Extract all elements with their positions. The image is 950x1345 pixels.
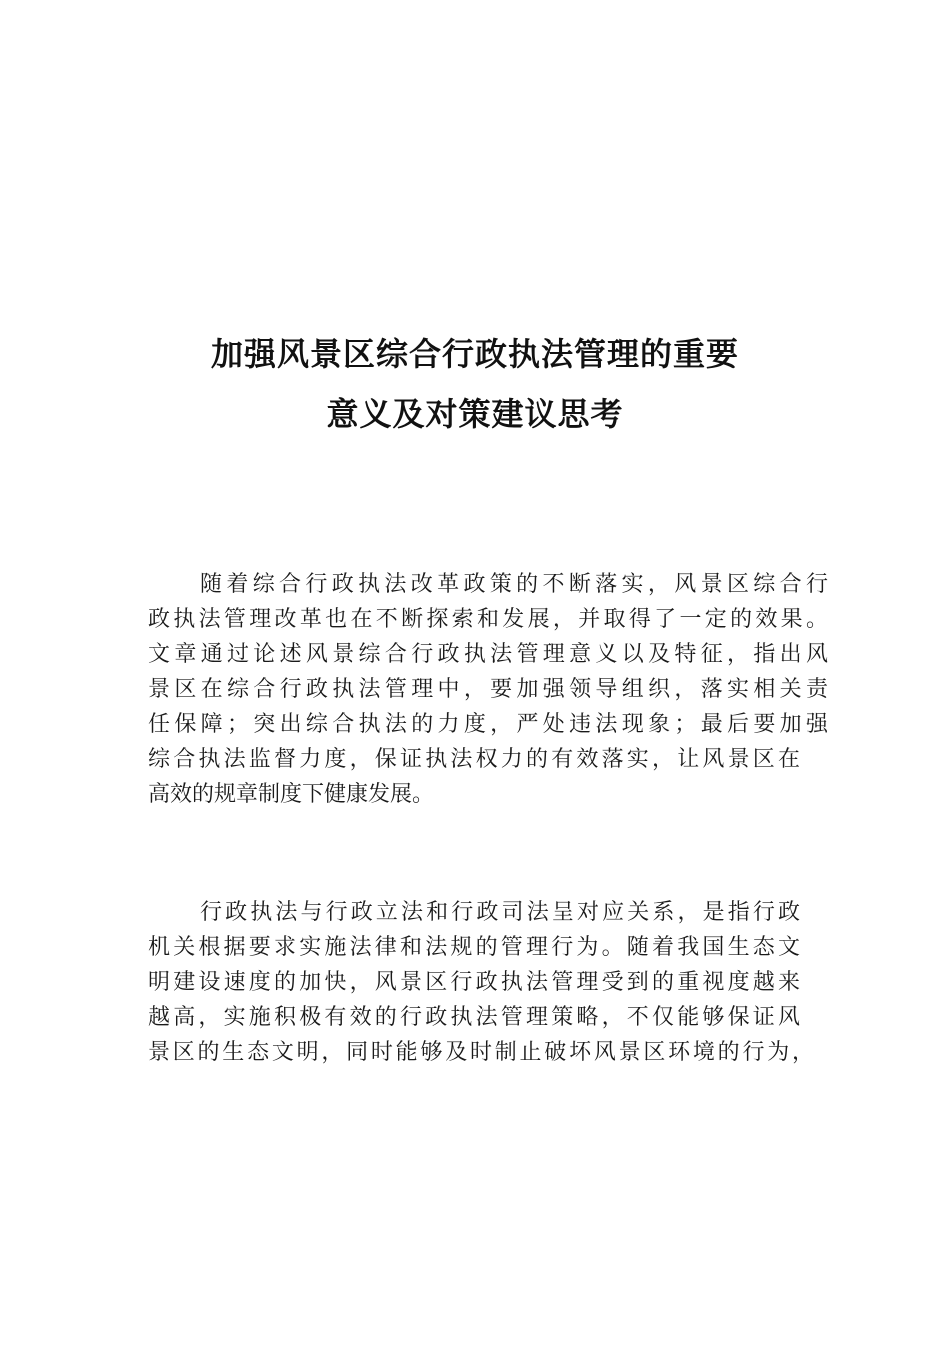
paragraph-line: 任保障；突出综合执法的力度，严处违法现象；最后要加强 [148,712,828,737]
paragraph-line: 政执法管理改革也在不断探索和发展，并取得了一定的效果。 [148,607,828,632]
paragraph-line: 机关根据要求实施法律和法规的管理行为。随着我国生态文 [148,935,800,960]
paragraph-line: 明建设速度的加快，风景区行政执法管理受到的重视度越来 [148,970,800,995]
paragraph-line: 随着综合行政执法改革政策的不断落实，风景区综合行 [200,572,828,597]
paragraph-line: 越高，实施积极有效的行政执法管理策略，不仅能够保证风 [148,1005,800,1030]
paragraph-line: 景区在综合行政执法管理中，要加强领导组织，落实相关责 [148,677,828,702]
paragraph-line: 高效的规章制度下健康发展。 [148,782,435,807]
paragraph-line: 文章通过论述风景综合行政执法管理意义以及特征，指出风 [148,642,828,667]
document-title-line-1: 加强风景区综合行政执法管理的重要 [210,335,739,373]
document-title-line-2: 意义及对策建议思考 [326,395,624,433]
paragraph-line: 综合执法监督力度，保证执法权力的有效落实，让风景区在 [148,747,800,772]
paragraph-line: 行政执法与行政立法和行政司法呈对应关系，是指行政 [200,900,800,925]
paragraph-line: 景区的生态文明，同时能够及时制止破坏风景区环境的行为， [148,1040,814,1065]
body-paragraph [148,895,828,1070]
abstract-paragraph [148,567,828,812]
